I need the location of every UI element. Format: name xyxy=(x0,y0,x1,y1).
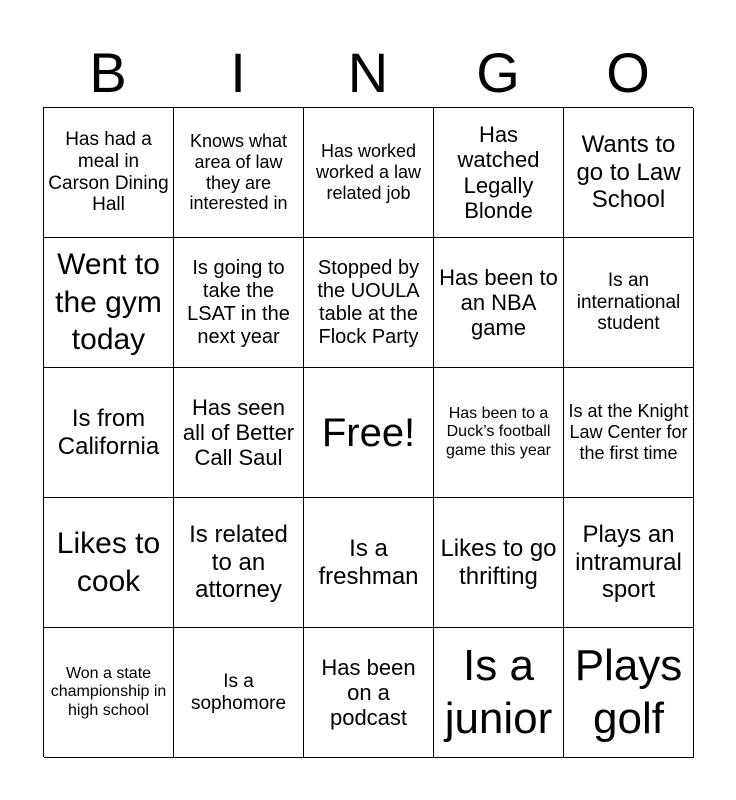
header-letter-g: G xyxy=(476,41,520,104)
bingo-cell[interactable]: Is a freshman xyxy=(304,498,434,628)
bingo-cell[interactable]: Is at the Knight Law Center for the first time xyxy=(564,368,694,498)
bingo-cell[interactable]: Has been to an NBA game xyxy=(434,238,564,368)
header-letter-o: O xyxy=(606,41,650,104)
bingo-cell[interactable]: Won a state championship in high school xyxy=(44,628,174,758)
bingo-cell[interactable]: Likes to cook xyxy=(44,498,174,628)
bingo-cell[interactable]: Has seen all of Better Call Saul xyxy=(174,368,304,498)
header-letter-i: I xyxy=(230,41,246,104)
bingo-cell[interactable]: Is a sophomore xyxy=(174,628,304,758)
bingo-cell[interactable]: Plays an intramural sport xyxy=(564,498,694,628)
bingo-header xyxy=(43,40,693,106)
bingo-cell[interactable]: Stopped by the UOULA table at the Flock Party xyxy=(304,238,434,368)
bingo-cell[interactable]: Has watched Legally Blonde xyxy=(434,108,564,238)
bingo-cell[interactable]: Wants to go to Law School xyxy=(564,108,694,238)
bingo-cell[interactable]: Went to the gym today xyxy=(44,238,174,368)
bingo-cell[interactable]: Likes to go thrifting xyxy=(434,498,564,628)
bingo-cell[interactable]: Knows what area of law they are interested in xyxy=(174,108,304,238)
bingo-grid xyxy=(43,107,693,757)
free-space[interactable]: Free! xyxy=(304,368,434,498)
bingo-cell[interactable]: Is from California xyxy=(44,368,174,498)
bingo-cell[interactable]: Has had a meal in Carson Dining Hall xyxy=(44,108,174,238)
bingo-cell[interactable]: Is related to an attorney xyxy=(174,498,304,628)
header-letter-n: N xyxy=(347,41,389,104)
bingo-cell[interactable]: Has been on a podcast xyxy=(304,628,434,758)
header-letter-b: B xyxy=(89,41,127,104)
bingo-cell[interactable]: Has been to a Duck’s football game this year xyxy=(434,368,564,498)
bingo-cell[interactable]: Is a junior xyxy=(434,628,564,758)
bingo-cell[interactable]: Is going to take the LSAT in the next year xyxy=(174,238,304,368)
bingo-cell[interactable]: Plays golf xyxy=(564,628,694,758)
bingo-cell[interactable]: Has worked worked a law related job xyxy=(304,108,434,238)
bingo-cell[interactable]: Is an international student xyxy=(564,238,694,368)
